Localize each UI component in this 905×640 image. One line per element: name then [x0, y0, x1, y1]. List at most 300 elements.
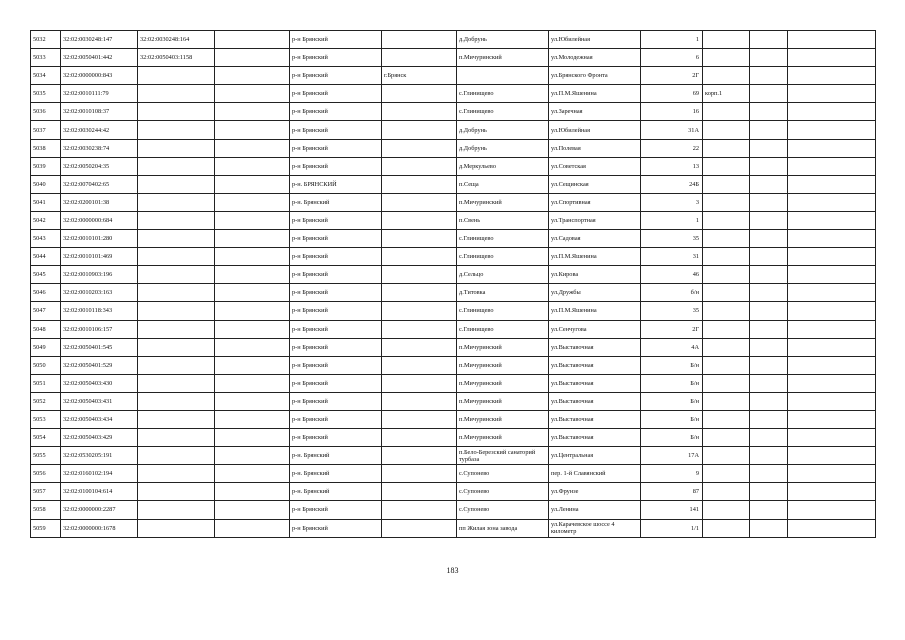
table-cell: 3 [641, 193, 703, 211]
table-cell [703, 429, 750, 447]
table-cell [138, 320, 215, 338]
table-cell [788, 157, 876, 175]
table-cell [788, 49, 876, 67]
table-cell: 5036 [31, 103, 61, 121]
table-cell: ул.Фрунзе [549, 483, 641, 501]
table-cell: ул.Выставочная [549, 429, 641, 447]
table-cell [382, 519, 457, 537]
table-cell: ул.Выставочная [549, 392, 641, 410]
table-cell [215, 139, 290, 157]
table-cell: п.Мичуринский [457, 49, 549, 67]
table-cell: 31А [641, 121, 703, 139]
table-cell [382, 139, 457, 157]
table-cell: 32:02:0010106:157 [61, 320, 138, 338]
table-cell [788, 266, 876, 284]
table-cell: р-н Брянский [290, 121, 382, 139]
table-cell: р-н Брянский [290, 392, 382, 410]
table-cell [788, 519, 876, 537]
table-cell: 32:02:0050403:430 [61, 374, 138, 392]
table-cell: ул.П.М.Яшенина [549, 248, 641, 266]
table-cell [215, 266, 290, 284]
table-cell [215, 429, 290, 447]
table-cell [703, 302, 750, 320]
table-cell [750, 248, 788, 266]
table-cell [215, 85, 290, 103]
table-cell: 9 [641, 465, 703, 483]
table-cell: 4А [641, 338, 703, 356]
table-cell: 32:02:0000000:843 [61, 67, 138, 85]
table-cell [138, 374, 215, 392]
table-cell: п.Мичуринский [457, 193, 549, 211]
table-cell [215, 447, 290, 465]
table-cell [788, 447, 876, 465]
table-cell: 22 [641, 139, 703, 157]
table-cell [750, 49, 788, 67]
table-cell: 69 [641, 85, 703, 103]
table-row [31, 211, 876, 229]
table-cell: п.Мичуринский [457, 392, 549, 410]
table-cell [750, 320, 788, 338]
table-row [31, 157, 876, 175]
table-cell [703, 103, 750, 121]
table-cell: р-н. БРЯНСКИЙ [290, 175, 382, 193]
table-cell [750, 211, 788, 229]
table-cell: 32:02:0050403:431 [61, 392, 138, 410]
table-cell [788, 193, 876, 211]
table-cell [138, 67, 215, 85]
table-cell [750, 103, 788, 121]
table-cell [703, 49, 750, 67]
table-cell: ул.Спортивная [549, 193, 641, 211]
table-cell: 5053 [31, 410, 61, 428]
table-cell: 5043 [31, 230, 61, 248]
table-cell [703, 392, 750, 410]
table-row [31, 85, 876, 103]
table-cell [138, 284, 215, 302]
table-cell: 5051 [31, 374, 61, 392]
table-cell [382, 157, 457, 175]
table-cell [215, 67, 290, 85]
table-cell [215, 49, 290, 67]
table-cell [382, 392, 457, 410]
table-cell [703, 356, 750, 374]
table-cell: 32:02:0010101:469 [61, 248, 138, 266]
table-cell: с.Супонево [457, 483, 549, 501]
table-cell: 32:02:0070402:65 [61, 175, 138, 193]
table-cell [457, 67, 549, 85]
table-cell [382, 501, 457, 519]
table-cell [138, 483, 215, 501]
table-cell [382, 302, 457, 320]
table-cell [382, 410, 457, 428]
table-cell: 1/1 [641, 519, 703, 537]
table-cell [703, 121, 750, 139]
table-row [31, 501, 876, 519]
table-cell: р-н Брянский [290, 284, 382, 302]
table-cell: 46 [641, 266, 703, 284]
table-cell: с.Глинищево [457, 302, 549, 320]
table-cell: 1 [641, 211, 703, 229]
table-cell: 32:02:0030238:74 [61, 139, 138, 157]
table-cell: с.Глинищево [457, 248, 549, 266]
table-cell: 5056 [31, 465, 61, 483]
table-cell [788, 211, 876, 229]
table-cell [750, 374, 788, 392]
table-cell [750, 501, 788, 519]
table-cell [703, 248, 750, 266]
table-cell [215, 519, 290, 537]
table-cell: р-н. Брянский [290, 447, 382, 465]
table-cell [138, 266, 215, 284]
table-row [31, 483, 876, 501]
table-cell: р-н Брянский [290, 31, 382, 49]
table-cell: 5035 [31, 85, 61, 103]
table-cell: ул.Полевая [549, 139, 641, 157]
table-cell: 5044 [31, 248, 61, 266]
table-cell [703, 175, 750, 193]
table-cell [138, 501, 215, 519]
table-cell [703, 230, 750, 248]
table-cell [788, 302, 876, 320]
table-cell: ул.Брянского Фронта [549, 67, 641, 85]
table-cell [703, 374, 750, 392]
table-cell [382, 175, 457, 193]
table-cell [750, 302, 788, 320]
table-row [31, 31, 876, 49]
table-cell [382, 429, 457, 447]
table-cell: ул.Выставочная [549, 338, 641, 356]
table-cell: 141 [641, 501, 703, 519]
table-cell: 6 [641, 49, 703, 67]
table-cell [788, 248, 876, 266]
table-cell [215, 284, 290, 302]
table-cell: 5032 [31, 31, 61, 49]
table-cell [703, 465, 750, 483]
table-cell: 32:02:0030248:164 [138, 31, 215, 49]
table-cell: ул.П.М.Яшенина [549, 302, 641, 320]
table-cell [382, 374, 457, 392]
table-cell: ул.Выставочная [549, 410, 641, 428]
table-cell: ул.Ленина [549, 501, 641, 519]
table-row [31, 302, 876, 320]
table-cell [703, 139, 750, 157]
table-cell [382, 103, 457, 121]
table-cell [750, 410, 788, 428]
table-cell: 32:02:0200101:38 [61, 193, 138, 211]
table-cell: ул.Садовая [549, 230, 641, 248]
table-cell: р-н Брянский [290, 139, 382, 157]
table-row [31, 193, 876, 211]
table-row [31, 519, 876, 537]
table-cell [750, 175, 788, 193]
table-cell: 35 [641, 230, 703, 248]
table-cell: р-н Брянский [290, 302, 382, 320]
table-cell: п.Свень [457, 211, 549, 229]
table-cell: 5054 [31, 429, 61, 447]
table-cell [750, 31, 788, 49]
table-cell [215, 157, 290, 175]
table-cell [750, 447, 788, 465]
table-cell [703, 211, 750, 229]
table-cell: 5050 [31, 356, 61, 374]
table-cell [138, 139, 215, 157]
table-cell: р-н Брянский [290, 85, 382, 103]
table-cell: 32:02:0010111:79 [61, 85, 138, 103]
table-cell: 35 [641, 302, 703, 320]
table-row [31, 175, 876, 193]
table-cell [138, 465, 215, 483]
table-row [31, 284, 876, 302]
table-cell [750, 121, 788, 139]
table-row [31, 447, 876, 465]
table-cell: 32:02:0000000:1678 [61, 519, 138, 537]
table-cell [703, 338, 750, 356]
table-cell: 32:02:0100104:614 [61, 483, 138, 501]
table-cell: д.Титовка [457, 284, 549, 302]
table-cell [750, 519, 788, 537]
table-cell [382, 193, 457, 211]
registry-table-body [31, 31, 876, 538]
table-cell: 32:02:0050401:545 [61, 338, 138, 356]
table-cell: 32:02:0050401:529 [61, 356, 138, 374]
table-cell: с.Глинищево [457, 103, 549, 121]
table-cell [750, 356, 788, 374]
table-cell: п.Мичуринский [457, 356, 549, 374]
table-cell [750, 139, 788, 157]
table-cell: ул.Заречная [549, 103, 641, 121]
table-cell: р-н Брянский [290, 356, 382, 374]
table-cell: 32:02:0030244:42 [61, 121, 138, 139]
table-cell: Б/н [641, 356, 703, 374]
table-cell: с.Супонево [457, 465, 549, 483]
table-cell: п.Мичуринский [457, 374, 549, 392]
table-cell: ул.Сещинская [549, 175, 641, 193]
table-cell [138, 356, 215, 374]
table-cell [703, 193, 750, 211]
table-cell: п.Бело-Березский санаторий турбаза [457, 447, 549, 465]
table-cell [382, 85, 457, 103]
table-cell [750, 157, 788, 175]
table-cell [788, 85, 876, 103]
table-cell: р-н Брянский [290, 429, 382, 447]
table-cell: пер. 1-й Славянский [549, 465, 641, 483]
table-cell: 17А [641, 447, 703, 465]
table-cell: 32:02:0000000:684 [61, 211, 138, 229]
table-cell: ул.Выставочная [549, 374, 641, 392]
table-cell: р-н Брянский [290, 410, 382, 428]
table-row [31, 139, 876, 157]
table-cell: 24Б [641, 175, 703, 193]
table-cell [788, 356, 876, 374]
table-cell [788, 338, 876, 356]
table-row [31, 410, 876, 428]
table-cell: д.Добрунь [457, 31, 549, 49]
table-cell [703, 31, 750, 49]
table-cell: 32:02:0000000:2287 [61, 501, 138, 519]
table-cell [703, 501, 750, 519]
table-cell: р-н Брянский [290, 338, 382, 356]
table-cell: 32:02:0050204:35 [61, 157, 138, 175]
table-cell: 5045 [31, 266, 61, 284]
table-cell: 5034 [31, 67, 61, 85]
table-cell [215, 465, 290, 483]
table-row [31, 49, 876, 67]
table-cell [138, 230, 215, 248]
table-cell [215, 121, 290, 139]
table-cell: р-н Брянский [290, 230, 382, 248]
table-cell: п.Мичуринский [457, 410, 549, 428]
table-cell: 32:02:0160102:194 [61, 465, 138, 483]
table-cell: ул.Советская [549, 157, 641, 175]
table-cell [382, 483, 457, 501]
table-cell: с.Глинищево [457, 85, 549, 103]
table-cell: 31 [641, 248, 703, 266]
table-cell: д.Меркульево [457, 157, 549, 175]
table-cell [138, 85, 215, 103]
table-cell [788, 67, 876, 85]
table-row [31, 338, 876, 356]
table-row [31, 465, 876, 483]
table-cell: р-н. Брянский [290, 483, 382, 501]
table-cell [215, 31, 290, 49]
table-cell: р-н Брянский [290, 374, 382, 392]
table-cell: 5033 [31, 49, 61, 67]
table-cell: 5048 [31, 320, 61, 338]
table-row [31, 374, 876, 392]
table-cell: с.Супонево [457, 501, 549, 519]
table-cell: 32:02:0010101:280 [61, 230, 138, 248]
table-cell [703, 447, 750, 465]
table-cell [788, 392, 876, 410]
table-cell [750, 338, 788, 356]
table-cell: р-н Брянский [290, 49, 382, 67]
table-cell [215, 392, 290, 410]
table-cell [750, 266, 788, 284]
table-cell: 5041 [31, 193, 61, 211]
table-row [31, 266, 876, 284]
table-cell [750, 67, 788, 85]
table-cell [215, 374, 290, 392]
table-cell: ул.Сенчугова [549, 320, 641, 338]
table-cell [215, 230, 290, 248]
table-cell: 5042 [31, 211, 61, 229]
table-cell [788, 31, 876, 49]
table-cell [788, 320, 876, 338]
table-cell: ул.Молодежная [549, 49, 641, 67]
table-cell: 13 [641, 157, 703, 175]
table-cell: корп.1 [703, 85, 750, 103]
table-cell [382, 465, 457, 483]
table-cell [788, 175, 876, 193]
table-cell [138, 157, 215, 175]
table-cell: 32:02:0010903:196 [61, 266, 138, 284]
table-cell: 16 [641, 103, 703, 121]
table-cell: р-н Брянский [290, 103, 382, 121]
table-cell [138, 447, 215, 465]
table-cell [382, 49, 457, 67]
table-cell [788, 121, 876, 139]
table-cell [138, 103, 215, 121]
table-cell: Б/н [641, 374, 703, 392]
table-row [31, 67, 876, 85]
table-cell: п.Мичуринский [457, 338, 549, 356]
table-cell [382, 284, 457, 302]
table-cell: Б/н [641, 429, 703, 447]
table-cell [703, 519, 750, 537]
table-cell [382, 356, 457, 374]
table-cell [703, 284, 750, 302]
table-cell: ул.Дружбы [549, 284, 641, 302]
page-number: 183 [446, 566, 459, 575]
table-cell: 32:02:0050401:442 [61, 49, 138, 67]
table-cell [138, 193, 215, 211]
table-cell [788, 139, 876, 157]
table-cell: д.Сельцо [457, 266, 549, 284]
table-cell: 32:02:0030248:147 [61, 31, 138, 49]
table-cell [382, 338, 457, 356]
table-cell: ул.Карачевское шоссе 4 километр [549, 519, 641, 537]
table-cell [215, 175, 290, 193]
table-row [31, 356, 876, 374]
table-row [31, 103, 876, 121]
table-cell: 32:02:0050403:1158 [138, 49, 215, 67]
table-cell [215, 211, 290, 229]
table-cell [382, 320, 457, 338]
table-cell: 87 [641, 483, 703, 501]
table-cell: 1 [641, 31, 703, 49]
table-cell [788, 103, 876, 121]
table-cell: 5037 [31, 121, 61, 139]
table-cell [750, 85, 788, 103]
table-cell: ул.Центральная [549, 447, 641, 465]
table-cell [215, 338, 290, 356]
table-cell: р-н Брянский [290, 157, 382, 175]
table-cell: д.Добрунь [457, 139, 549, 157]
table-cell: р-н Брянский [290, 501, 382, 519]
table-cell: д.Добрунь [457, 121, 549, 139]
table-row [31, 121, 876, 139]
table-cell: 5039 [31, 157, 61, 175]
table-cell: 5055 [31, 447, 61, 465]
table-cell: 5052 [31, 392, 61, 410]
table-cell [788, 429, 876, 447]
table-cell: ул.Кирова [549, 266, 641, 284]
table-cell: пп Жилая зона завода [457, 519, 549, 537]
table-cell [750, 465, 788, 483]
table-cell [138, 248, 215, 266]
table-cell: р-н Брянский [290, 248, 382, 266]
table-row [31, 392, 876, 410]
table-cell [382, 121, 457, 139]
table-cell: р-н Брянский [290, 320, 382, 338]
table-cell [138, 211, 215, 229]
table-cell [788, 374, 876, 392]
table-cell [138, 410, 215, 428]
table-cell [382, 248, 457, 266]
table-cell [788, 410, 876, 428]
table-row [31, 248, 876, 266]
table-cell: 5038 [31, 139, 61, 157]
table-cell: 5046 [31, 284, 61, 302]
table-cell [382, 447, 457, 465]
table-cell [750, 193, 788, 211]
table-cell: б/н [641, 284, 703, 302]
table-cell [750, 483, 788, 501]
table-cell: Б/н [641, 392, 703, 410]
table-row [31, 320, 876, 338]
table-cell: 5047 [31, 302, 61, 320]
table-cell [703, 320, 750, 338]
